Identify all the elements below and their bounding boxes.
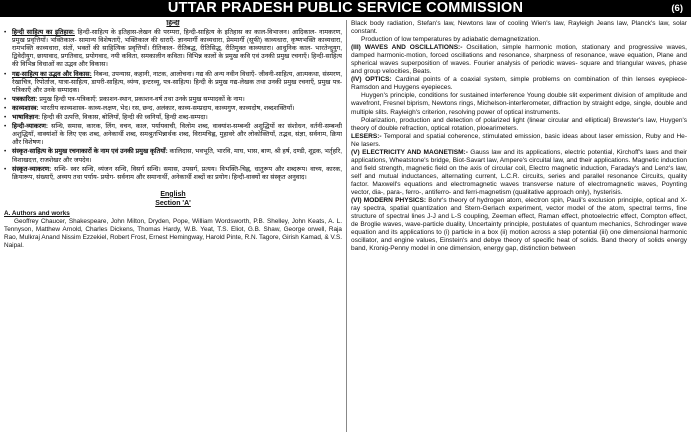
para-text: Temporal and spatial coherence, stimulated emission, basic ideas about laser emission, Ruby and He-Ne lasers. [351, 132, 687, 148]
physics-para [351, 36, 687, 44]
hindi-topic: • संस्कृत-साहित्य के प्रमुख रचनाकारों के नाम एवं उनकी प्रमुख कृतियाँ: कालिदास, भवभूति, भारवि, माघ, भास, बाण, श्री हर्ष, दण्डी, शूद्रक, भर्तृहरि, विशाखदत्त, राजशेखर और जयदेव। [4, 148, 342, 164]
page-number: (6) [671, 3, 683, 14]
topic-head: संस्कृत-व्याकरण: [12, 165, 52, 173]
topic-head: गद्य-साहित्य का उद्भव और विकास: [12, 70, 92, 78]
para-head: (IV) OPTICS: [351, 76, 392, 84]
hindi-section-title: हिन्दी [166, 20, 180, 27]
hindi-topic: • भाषाविज्ञान: हिन्दी की उत्पत्ति, विकास, बोलियाँ, हिन्दी की ध्वनियाँ, हिन्दी शब्द-सम्पदा। [4, 114, 208, 122]
topic-head: काव्यशास्त्र: [12, 104, 39, 112]
authors-subheading: A. Authors and works [4, 209, 70, 217]
physics-para [351, 76, 687, 92]
topic-head: भाषाविज्ञान: [12, 114, 41, 122]
topic-text: कालिदास, भवभूति, भारवि, माघ, भास, बाण, श्री हर्ष, दण्डी, शूद्रक, भर्तृहरि, विशाखदत्त, राजशेखर और जयदेव। [12, 148, 342, 164]
para-head: (V) ELECTRICITY AND MAGNETISM:- [351, 148, 468, 156]
para-head: (III) WAVES AND OSCILLATIONS:- [351, 44, 463, 52]
topic-text: सन्धि, समास, कारक, लिंग, वचन, काल, पर्यायवाची, विलोम शब्द, वाक्यांश-सम्बन्धी अशुद्धियों का संशोधन, वर्तनी-सम्बन्धी अशुद्धियाँ, वाक्यांशों के लिए एक शब्द, अनेकार्थी शब्द, समश्रुतभिन्नार्थक शब्द, विरामचिह्न, मुहावरे और लोकोक्तियाँ, तद्भव, संज्ञा, सर्वनाम, क्रिया और विशेषण। [12, 123, 342, 147]
para-text: Gauss law and its applications, electric potential, Kirchoff's laws and their applications, Wheatstone's bridge, Biot-Savart law, Ampere's circuital law, and their applications. Magnetic induction and field strength, magnetic field on the axis of circular coil, Electro magnetic induction, Faraday's and Lenz's law, self and mutual inductances, alternating current, L.C.R. circuits, series and parallel resonance Circuits, quality factor. Maxwell's equations and electromagnetic waves transverse nature of electromagnetic waves, Poynting vector, dia-, para-, ferro-, antiferro- and ferri-magnetism (qualitative approach only), hysterisis. [351, 148, 687, 196]
hindi-topic: • गद्य-साहित्य का उद्भव और विकास: निबन्ध, उपन्यास, कहानी, नाटक, आलोचना। गद्य की अन्य नवीन विधाएँ- जीवनी-साहित्य, आत्मकथा, संस्मरण, रेखाचित्र, रिपोर्ताज, यात्रा-साहित्य, डायरी-साहित्य, व्यंग्य, इन्टरव्यू, पत्र-साहित्य। हिन्दी के प्रमुख गद्य-लेखक तथा उनकी प्रमुख रचनाएँ, प्रमुख पत्र-पत्रिकाएँ और उनके सम्पादक। [4, 70, 342, 94]
topic-text: भारतीय काव्यशास्त्र- काव्य-लक्षण, भेद। रस, छन्द, अलंकार, काव्य-सम्प्रदाय, काव्यगुण, काव्यदोष, शब्दशक्तियाँ। [40, 104, 295, 112]
physics-para [351, 149, 687, 197]
left-column [4, 20, 342, 432]
topic-head: पत्रकारिता: [12, 95, 38, 103]
physics-para [351, 20, 687, 36]
topic-head: संस्कृत-साहित्य के प्रमुख रचनाकारों के नाम एवं उनकी प्रमुख कृतियाँ: [12, 148, 168, 156]
para-text: Cardinal points of a coaxial system, simple problems on combination of thin lenses eyepiece- Ramsdon and Huygens eyepieces. [351, 76, 687, 92]
hindi-topic: • संस्कृत-व्याकरण: सन्धि- स्वर सन्धि, व्यंजन सन्धि, विसर्ग सन्धि। समास, उपसर्ग, प्रत्यय। विभक्ति-चिह्न, धातुरूप और शब्दरूप। वाच्य, कारक, क्रियारूप, संख्याएँ, अव्यय तथा पर्याय- प्रयोग- सर्वनाम और समानार्थी, अनेकार्थी शब्दों का प्रयोग। हिन्दी-वाक्यों का संस्कृत अनुवाद। [4, 165, 342, 181]
para-text: Polarization, production and detection of polarized light (linear circular and elliptical) Brewster's law, Huygen's theory of double refraction, optical rotation, ploearimeters. [351, 116, 687, 132]
physics-para [351, 44, 687, 76]
para-text: Oscillation, simple harmonic motion, stationary and progressive waves, damped harmonic-motion, forced oscillations and resonance, sharpness of resonance, wave equation, Plane and spherical waves superposition of waves. Fourier analysis of periodic waves- square and triangular waves, phase and group velocities, Beats. [351, 44, 687, 76]
hindi-topic: • काव्यशास्त्र: भारतीय काव्यशास्त्र- काव्य-लक्षण, भेद। रस, छन्द, अलंकार, काव्य-सम्प्रदाय, काव्यगुण, काव्यदोष, शब्दशक्तियाँ। [4, 104, 295, 112]
topic-text: निबन्ध, उपन्यास, कहानी, नाटक, आलोचना। गद्य की अन्य नवीन विधाएँ- जीवनी-साहित्य, आत्मकथा, संस्मरण, रेखाचित्र, रिपोर्ताज, यात्रा-साहित्य, डायरी-साहित्य, व्यंग्य, इन्टरव्यू, पत्र-साहित्य। हिन्दी के प्रमुख गद्य-लेखक तथा उनकी प्रमुख रचनाएँ, प्रमुख पत्र-पत्रिकाएँ और उनके सम्पादक। [12, 70, 342, 94]
hindi-topic: • पत्रकारिता: प्रमुख हिन्दी पत्र-पत्रिकाएँ: प्रकाशन-स्थान, प्रकाशन-वर्ष तथा उनके प्रमुख सम्पादकों के नाम। [4, 95, 245, 103]
page-header [0, 0, 691, 17]
topic-text: हिन्दी की उत्पत्ति, विकास, बोलियाँ, हिन्दी की ध्वनियाँ, हिन्दी शब्द-सम्पदा। [41, 114, 208, 122]
topic-text: सन्धि- स्वर सन्धि, व्यंजन सन्धि, विसर्ग सन्धि। समास, उपसर्ग, प्रत्यय। विभक्ति-चिह्न, धातुरूप और शब्दरूप। वाच्य, कारक, क्रियारूप, संख्याएँ, अव्यय तथा पर्याय- प्रयोग- सर्वनाम और समानार्थी, अनेकार्थी शब्दों का प्रयोग। हिन्दी-वाक्यों का संस्कृत अनुवाद। [12, 165, 342, 181]
para-text: Black body radiation, Stefan's law, Newtons law of cooling Wien's law, Rayleigh Jeans law, Planck's law, solar constant. [351, 20, 687, 36]
english-section: Section 'A' [155, 199, 191, 207]
topic-head: हिन्दी साहित्य का इतिहास: [12, 29, 75, 37]
authors-list: Geoffrey Chaucer, Shakespeare, John Milton, Dryden, Pope, William Wordsworth, P.B. Shelley, John Keats, A. L. Tennyson, Matthew Arnold, Charles Dickens, Thomas Hardy, W.B. Yeat, T.S. Eliot, G.B. Shaw, George orwell, Raja Rao, Mulkraj Anand Nissim Ezzekiel, Robert Frost, Ernest Hemingway, Harold Pinte, R.N. Tagore, Girish Kamad, & V.S. Naipal. [4, 217, 342, 250]
commission-title: UTTAR PRADESH PUBLIC SERVICE COMMISSION [167, 0, 524, 16]
topic-text: हिन्दी-साहित्य के इतिहास-लेखन की परम्परा, हिन्दी-साहित्य के इतिहास का काल-विभाजन। आदिकाल- नामकरण, प्रमुख प्रवृत्तियाँ। भक्तिकाल- सामान्य विशेषताएँ, भक्तिकाल की धाराएँ- ज्ञानमार्गी काव्यधारा, प्रेममार्गी (सूफी) काव्यधारा, कृष्णभक्ति काव्यधारा, रामभक्ति काव्यधारा, संतों, भक्तों की साहित्यिक प्रवृत्तियाँ। रीतिकाल- रीतिबद्ध, रीतिसिद्ध, रीतिमुक्त काव्यधारा। आधुनिक काल- भारतेन्दुयुग, द्विवेदीयुग, छायावाद, प्रगतिवाद, प्रयोगवाद, नयी कविता, समकालीन कविता। विभिन्न कालों के प्रमुख कवि एवं उनकी प्रमुख रचनाएँ। हिन्दी-साहित्य की विभिन्न विधाओं का उद्भव और विकास। [12, 29, 342, 69]
hindi-topic: • हिन्दी-व्याकरण: सन्धि, समास, कारक, लिंग, वचन, काल, पर्यायवाची, विलोम शब्द, वाक्यांश-सम्बन्धी अशुद्धियों का संशोधन, वर्तनी-सम्बन्धी अशुद्धियाँ, वाक्यांशों के लिए एक शब्द, अनेकार्थी शब्द, समश्रुतभिन्नार्थक शब्द, विरामचिह्न, मुहावरे और लोकोक्तियाँ, तद्भव, संज्ञा, सर्वनाम, क्रिया और विशेषण। [4, 123, 342, 147]
physics-para [351, 92, 687, 116]
physics-para [351, 197, 687, 253]
para-head: (VI) MODERN PHYSICS: [351, 197, 427, 205]
physics-para [351, 133, 687, 149]
para-text: Production of low temperatures by adiabatic demagnetization. [361, 36, 541, 44]
physics-para [351, 117, 687, 133]
topic-text: प्रमुख हिन्दी पत्र-पत्रिकाएँ: प्रकाशन-स्थान, प्रकाशन-वर्ष तथा उनके प्रमुख सम्पादकों के नाम। [39, 95, 245, 103]
hindi-topic-list [4, 29, 342, 182]
column-divider [346, 20, 347, 432]
para-head: LESERS:- [351, 132, 382, 140]
topic-head: हिन्दी-व्याकरण: [12, 123, 49, 131]
para-text: Bohr's theory of hydrogen atom, electron spin, Pauli's exclusion principle, optical and X-ray spectra, spatial quantization and Stern-Gerlach experiment, vector model of the atom, spectral terms, fine structure of spectral lines J-J and L-S coupling, Zeeman effect, Raman effect, photoelectric effect, Compton effect, de Broglie waves, wave-particle duality, Uncertainty principle, postulates of quantum mechanics, Schrodinger wave equation and its applications to (i) particle in a box (ii) motion across a step potential (iii) one dimensional harmonic oscillator, and engine values, Einstein's and debye theory of specific heat of solids. Band theory of solids energy band, Kronig-Penny model in one dimension, energy gap, distinction between [351, 197, 687, 253]
hindi-topic: • हिन्दी साहित्य का इतिहास: हिन्दी-साहित्य के इतिहास-लेखन की परम्परा, हिन्दी-साहित्य के इतिहास का काल-विभाजन। आदिकाल- नामकरण, प्रमुख प्रवृत्तियाँ। भक्तिकाल- सामान्य विशेषताएँ, भक्तिकाल की धाराएँ- ज्ञानमार्गी काव्यधारा, प्रेममार्गी (सूफी) काव्यधारा, कृष्णभक्ति काव्यधारा, रामभक्ति काव्यधारा, संतों, भक्तों की साहित्यिक प्रवृत्तियाँ। रीतिकाल- रीतिबद्ध, रीतिसिद्ध, रीतिमुक्त काव्यधारा। आधुनिक काल- भारतेन्दुयुग, द्विवेदीयुग, छायावाद, प्रगतिवाद, प्रयोगवाद, नयी कविता, समकालीन कविता। विभिन्न कालों के प्रमुख कवि एवं उनकी प्रमुख रचनाएँ। हिन्दी-साहित्य की विभिन्न विधाओं का उद्भव और विकास। [4, 29, 342, 69]
english-title: English [160, 190, 186, 198]
para-text: Huygen's principle, conditions for sustained interference Young double slit experiment division of amplitude and wavefront, Fresnel biprism, Newtons rings, Michelson-interferometer, diffraction by straight edge, single, double and multiple slits. Rayleigh's criterion, resolving power of optical instruments. [351, 92, 687, 116]
right-column [351, 20, 687, 432]
